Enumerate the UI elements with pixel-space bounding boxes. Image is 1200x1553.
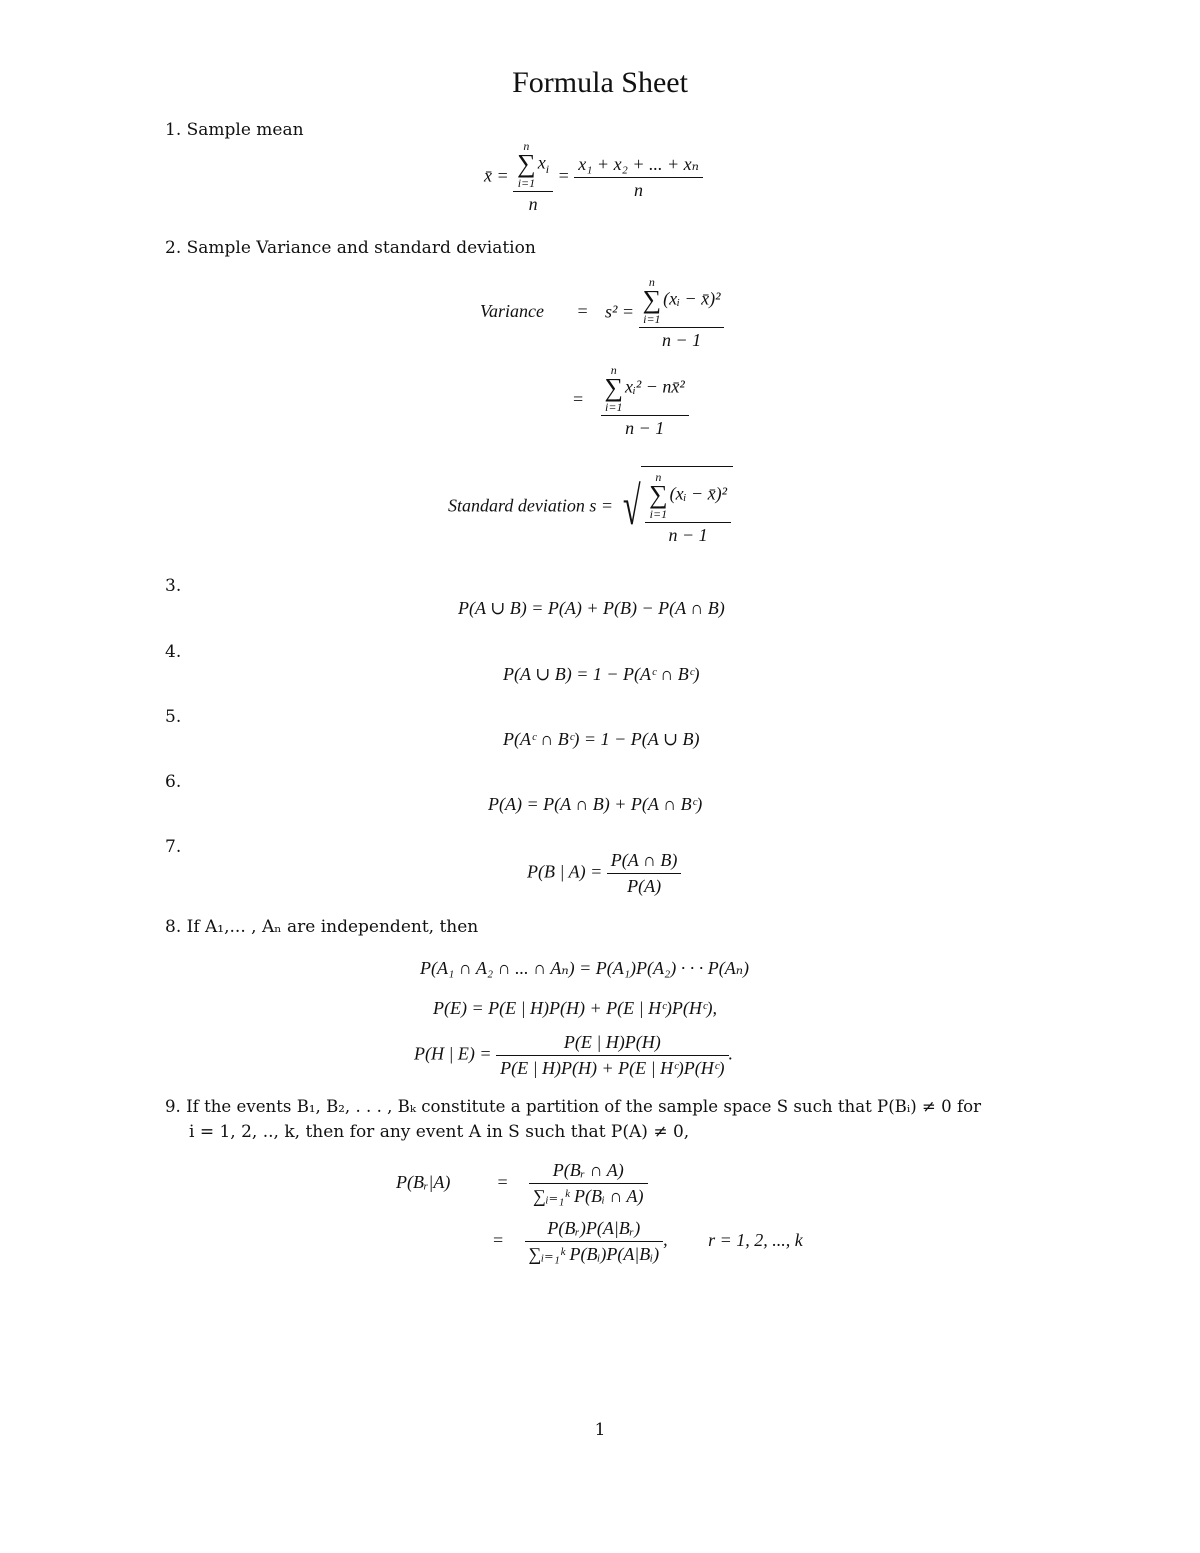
variance-label: Variance — [480, 301, 544, 322]
period: . — [728, 1043, 733, 1064]
variance-fraction-1: n ∑ i=1 (xᵢ − x̄)² n − 1 — [639, 276, 725, 351]
variance-formula-1 — [480, 276, 724, 351]
equals-sign: = — [491, 1229, 505, 1250]
complement-union-formula: P(A ∪ B) = 1 − P(Aᶜ ∩ Bᶜ) — [503, 664, 700, 684]
sample-mean-formula — [484, 140, 703, 215]
page-number: 1 — [594, 1420, 606, 1440]
partition-lhs: P(Bᵣ|A) — [396, 1171, 451, 1192]
partition-bayes-formula-2 — [476, 1218, 803, 1265]
section-6-label: 6. — [165, 772, 182, 792]
equals-sign: = — [576, 301, 589, 322]
partition-fraction-1: $\frac{\text{P(Bᵣ ∩ A)}}{\text{∑ᵢ₌₁ᵏ P(Bᵢ ∩ A)}}$ — [529, 1160, 648, 1207]
bayes-lhs: P(H | E) = — [414, 1043, 492, 1064]
s-squared: s² = — [605, 301, 635, 322]
r-range: r = 1, 2, ..., k — [708, 1229, 803, 1250]
partition-fraction-2: $\frac{\text{P(Bᵣ)P(A|Bᵣ)}}{\text{∑ᵢ₌₁ᵏ P(Bᵢ)P(A|Bᵢ)}}$ — [525, 1218, 664, 1265]
section-9-label-line2: i = 1, 2, .., k, then for any event A in S such that P(A) ≠ 0, — [189, 1122, 690, 1142]
std-dev-fraction: n ∑ i=1 (xᵢ − x̄)² n − 1 — [645, 471, 731, 546]
bayes-formula — [414, 1032, 733, 1079]
sigma-symbol: n ∑ i=1 — [642, 275, 662, 326]
section-9-label-line1: 9. If the events B₁, B₂, . . . , Bₖ constitute a partition of the sample space S such that P(Bᵢ) ≠ 0 for — [165, 1097, 982, 1116]
comma: , — [663, 1229, 668, 1250]
complement-intersection-formula: P(Aᶜ ∩ Bᶜ) = 1 − P(A ∪ B) — [503, 729, 700, 749]
expanded-mean-fraction: $\frac{\text{x₁ + x₂ + ... + xₙ}}{n}$ — [574, 154, 703, 201]
equals-sign: = — [496, 1171, 509, 1192]
page-title: Formula Sheet — [512, 66, 688, 99]
xbar-lhs: x̄ = — [484, 165, 509, 186]
std-dev-label: Standard deviation s = — [448, 495, 613, 516]
variance-formula-2 — [560, 364, 689, 439]
section-3-label: 3. — [165, 576, 182, 596]
total-probability-formula: P(A) = P(A ∩ B) + P(A ∩ Bᶜ) — [488, 794, 703, 814]
section-5-label: 5. — [165, 707, 182, 727]
equals-sign: = — [557, 165, 570, 186]
section-4-label: 4. — [165, 642, 182, 662]
equals-sign: = — [571, 389, 585, 410]
conditional-lhs: P(B | A) = — [527, 861, 603, 882]
sigma-symbol: n ∑ i=1 — [649, 470, 668, 521]
variance-fraction-2: n ∑ i=1 xᵢ² − nx̄² n − 1 — [601, 364, 689, 439]
square-root: √ n ∑ i=1 (xᵢ − x̄)² n − 1 — [617, 466, 733, 546]
independence-formula: P(A₁ ∩ A₂ ∩ ... ∩ Aₙ) = P(A₁)P(A₂) · · · P(Aₙ) — [420, 958, 750, 978]
conditional-fraction: $\frac{P(A \cap B)}{P(A)}$ — [607, 850, 682, 897]
mean-fraction: n ∑ i=1 $x_i$ n — [513, 140, 553, 215]
sigma-symbol: n ∑ i=1 — [517, 139, 536, 190]
partition-bayes-formula-1 — [396, 1160, 648, 1207]
union-formula: P(A ∪ B) = P(A) + P(B) − P(A ∩ B) — [458, 598, 725, 618]
conditional-probability-formula — [527, 850, 681, 897]
section-8-label: 8. If A₁,... , Aₙ are independent, then — [165, 917, 479, 937]
sigma-symbol: n ∑ i=1 — [604, 363, 624, 414]
std-dev-formula — [448, 466, 733, 546]
section-2-label: 2. Sample Variance and standard deviation — [165, 238, 536, 258]
bayes-fraction: $\frac{P(E | H)P(H)}{\text{P(E | H)P(H) + P(E | Hᶜ)P(Hᶜ)}}$ — [496, 1032, 728, 1079]
section-7-label: 7. — [165, 837, 182, 857]
law-of-total-probability: P(E) = P(E | H)P(H) + P(E | Hᶜ)P(Hᶜ), — [433, 998, 718, 1018]
section-1-label: 1. Sample mean — [165, 120, 304, 140]
